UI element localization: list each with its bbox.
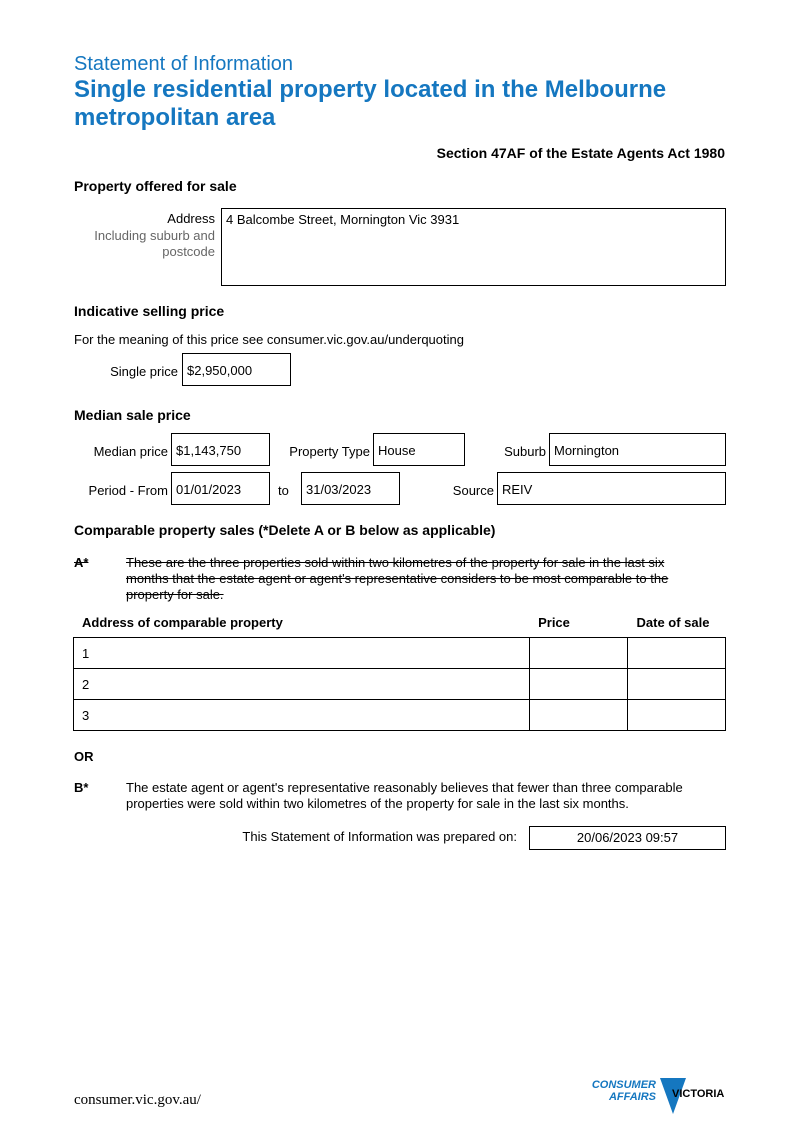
consumer-affairs-victoria-logo [586,1076,728,1116]
period-to-label: to [278,483,289,498]
row-price-cell[interactable] [530,669,628,700]
suburb-field[interactable]: Mornington [549,433,726,466]
col-price-header: Price [538,615,570,630]
logo-text [586,1079,656,1103]
table-row [74,700,726,731]
property-heading: Property offered for sale [74,178,237,194]
property-type-field[interactable]: House [373,433,465,466]
row-date-cell[interactable] [628,638,726,669]
address-label: Address [167,211,215,226]
option-a-line-3: property for sale. [126,587,224,602]
option-a-line-1: These are the three properties sold within two kilometres of the property for sale in the last six [126,555,665,570]
option-b-marker: B* [74,780,89,795]
logo-word: VICTORIA [672,1088,725,1100]
title-line-1: Single residential property located in the Melbourne [74,76,667,103]
indicative-heading: Indicative selling price [74,303,225,319]
median-price-label: Median price [93,444,168,459]
source-field[interactable]: REIV [497,472,726,505]
single-price-label: Single price [110,364,178,379]
row-address-cell[interactable]: 1 [74,638,530,669]
median-heading: Median sale price [74,407,191,423]
col-address-header: Address of comparable property [82,615,283,630]
row-address-cell[interactable]: 3 [74,700,530,731]
suburb-label: Suburb [504,444,546,459]
prepared-date-field[interactable]: 20/06/2023 09:57 [529,826,726,850]
row-price-cell[interactable] [530,700,628,731]
act-reference: Section 47AF of the Estate Agents Act 1980 [436,145,725,161]
period-from-label: Period - From [88,483,168,498]
option-b-line-2: properties were sold within two kilometres of the property for sale in the last six months. [126,796,629,811]
option-b-line-1: The estate agent or agent's representative reasonably believes that fewer than three comparable [126,780,683,795]
document-title [74,76,666,132]
address-sublabel-1: Including suburb and [94,228,215,243]
or-label: OR [74,749,94,764]
address-field[interactable]: 4 Balcombe Street, Mornington Vic 3931 [221,208,726,286]
row-address-cell[interactable]: 2 [74,669,530,700]
prepared-label: This Statement of Information was prepared on: [242,829,517,844]
address-sublabel-2: postcode [162,244,215,259]
option-a-marker: A* [74,555,89,570]
logo-line-2: AFFAIRS [608,1091,656,1103]
single-price-field[interactable]: $2,950,000 [182,353,291,386]
property-type-label: Property Type [289,444,370,459]
underquoting-note: For the meaning of this price see consumer.vic.gov.au/underquoting [74,332,464,347]
footer-url[interactable]: consumer.vic.gov.au/ [74,1092,201,1108]
table-row [74,638,726,669]
row-date-cell[interactable] [628,669,726,700]
table-row [74,669,726,700]
document-subtitle: Statement of Information [74,53,294,75]
period-from-field[interactable]: 01/01/2023 [171,472,270,505]
col-date-header: Date of sale [636,615,710,630]
row-date-cell[interactable] [628,700,726,731]
option-a-text [126,555,668,603]
option-a-line-2: months that the estate agent or agent's representative considers to be most comparable to the [126,571,669,586]
comparable-table [73,637,726,731]
median-price-field[interactable]: $1,143,750 [171,433,270,466]
period-to-field[interactable]: 31/03/2023 [301,472,400,505]
title-line-2: metropolitan area [74,104,276,131]
source-label: Source [452,483,494,498]
option-b-text [126,780,683,812]
logo-line-1: CONSUMER [591,1079,656,1091]
comparable-heading: Comparable property sales (*Delete A or B below as applicable) [74,522,496,538]
row-price-cell[interactable] [530,638,628,669]
